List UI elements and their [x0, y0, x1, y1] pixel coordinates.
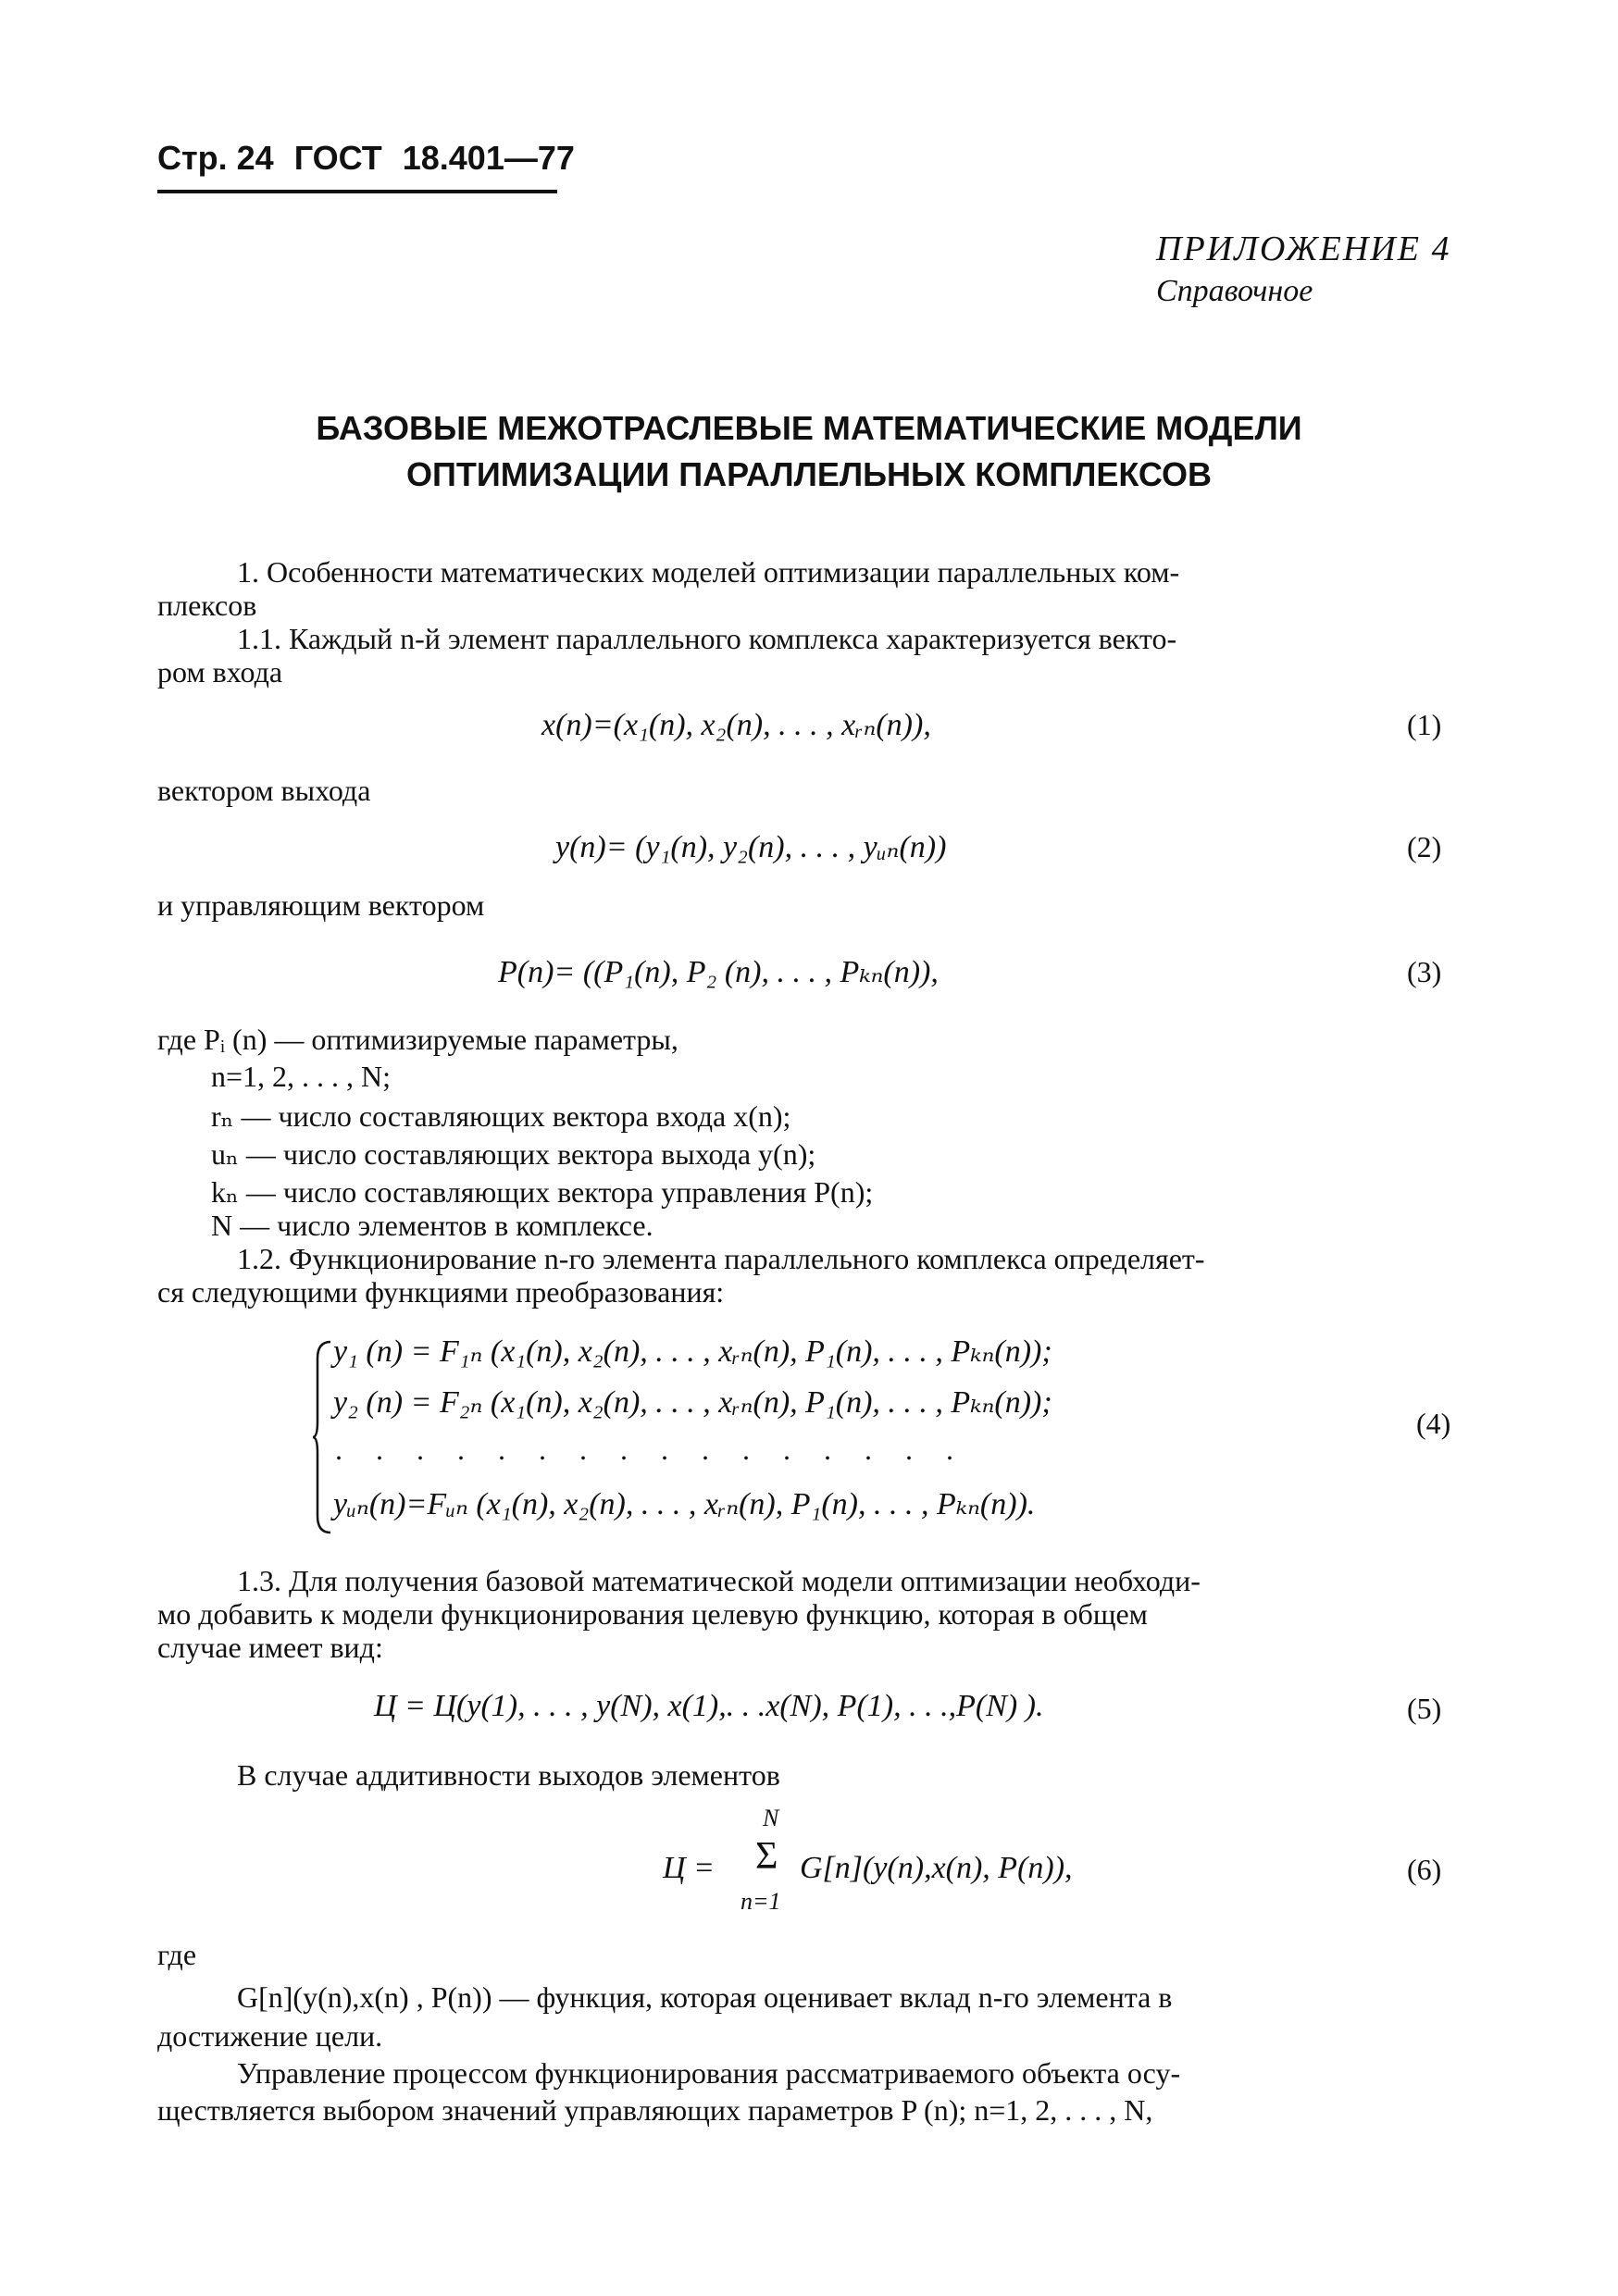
g-description-line2: достижение цели. — [157, 2019, 383, 2053]
section-1-3-line3: случае имеет вид: — [157, 1631, 383, 1664]
final-line1: Управление процессом функционирования рассматриваемого объекта осу- — [237, 2056, 1181, 2090]
where-line-5: kₙ — число составляющих вектора управления P(n); — [211, 1175, 874, 1209]
equation-6-sum-lower: n=1 — [741, 1888, 781, 1915]
section-1-line1: 1. Особенности математических моделей оптимизации параллельных ком- — [237, 555, 1180, 589]
section-1-1-line1: 1.1. Каждый n-й элемент параллельного комплекса характеризуется векто- — [237, 622, 1177, 655]
section-1-2-line2: ся следующими функциями преобразования: — [157, 1275, 725, 1309]
equation-5-number: (5) — [1407, 1692, 1442, 1725]
equation-1-number: (1) — [1407, 708, 1442, 741]
equation-6-right: G[n](y(n),x(n), P(n)), — [800, 1851, 1073, 1885]
standard-number: 18.401—77 — [402, 139, 575, 177]
appendix-subtitle: Справочное — [1156, 274, 1313, 308]
equation-5: Ц = Ц(y(1), . . . , y(N), x(1),. . .x(N), P(1), . . .,P(N) ). — [374, 1689, 1044, 1723]
system-ellipsis-row: . . . . . . . . . . . . . . . . — [335, 1433, 966, 1466]
equation-6-number: (6) — [1407, 1853, 1442, 1886]
equation-3-number: (3) — [1407, 955, 1442, 988]
equation-4-number: (4) — [1416, 1407, 1451, 1440]
document-title-line1: БАЗОВЫЕ МЕЖОТРАСЛЕВЫЕ МАТЕМАТИЧЕСКИЕ МОДЕЛИ — [316, 409, 1302, 447]
text-control-vector: и управляющим вектором — [157, 888, 485, 922]
section-1-3-line1: 1.3. Для получения базовой математической модели оптимизации необходи- — [237, 1564, 1201, 1597]
page-number: Стр. 24 — [157, 139, 274, 177]
section-1-line2: плексов — [157, 589, 257, 622]
final-line2: ществляется выбором значений управляющих параметров P (n); n=1, 2, . . . , N, — [157, 2093, 1153, 2127]
where-line-1: где Pᵢ (n) — оптимизируемые параметры, — [157, 1023, 678, 1056]
appendix-title: ПРИЛОЖЕНИЕ 4 — [1156, 230, 1451, 268]
equation-6-sum-symbol: Σ — [755, 1835, 778, 1878]
text-additivity: В случае аддитивности выходов элементов — [237, 1758, 780, 1792]
where-line-6: N — число элементов в комплексе. — [211, 1209, 653, 1242]
where-line-2: n=1, 2, . . . , N; — [211, 1060, 392, 1093]
g-description-line1: G[n](y(n),x(n) , P(n)) — функция, которая оценивает вклад n-го элемента в — [237, 1980, 1173, 2014]
system-brace — [312, 1340, 332, 1534]
equation-1: x(n)=(x₁(n), x₂(n), . . . , xᵣₙ(n)), — [541, 708, 931, 742]
text-vector-output: вектором выхода — [157, 774, 371, 807]
equation-2-number: (2) — [1407, 830, 1442, 863]
where-g-label: где — [157, 1938, 197, 1971]
where-line-4: uₙ — число составляющих вектора выхода y(n); — [211, 1137, 816, 1171]
equation-6-sum-upper: N — [763, 1805, 779, 1831]
header-rule — [157, 190, 557, 193]
system-equation-last: yᵤₙ(n)=Fᵤₙ (x₁(n), x₂(n), . . . , xᵣₙ(n), P₁(n), . . . , Pₖₙ(n)). — [333, 1487, 1036, 1521]
document-title-line2: ОПТИМИЗАЦИИ ПАРАЛЛЕЛЬНЫХ КОМПЛЕКСОВ — [406, 455, 1212, 493]
section-1-3-line2: мо добавить к модели функционирования целевую функцию, которая в общем — [157, 1597, 1148, 1631]
section-1-2-line1: 1.2. Функционирование n-го элемента параллельного комплекса определяет- — [237, 1242, 1205, 1275]
system-equation-2: y₂ (n) = F₂ₙ (x₁(n), x₂(n), . . . , xᵣₙ(n), P₁(n), . . . , Pₖₙ(n)); — [333, 1385, 1052, 1420]
standard-label: ГОСТ — [293, 139, 382, 177]
equation-3: P(n)= ((P₁(n), P₂ (n), . . . , Pₖₙ(n)), — [498, 955, 939, 989]
page-header — [157, 139, 575, 178]
equation-2: y(n)= (y₁(n), y₂(n), . . . , yᵤₙ(n)) — [555, 830, 947, 864]
section-1-1-line2: ром входа — [157, 655, 283, 689]
where-line-3: rₙ — число составляющих вектора входа x(n); — [211, 1099, 791, 1133]
equation-6-left: Ц = — [663, 1851, 715, 1885]
system-equation-1: y₁ (n) = F₁ₙ (x₁(n), x₂(n), . . . , xᵣₙ(n), P₁(n), . . . , Pₖₙ(n)); — [333, 1334, 1052, 1369]
